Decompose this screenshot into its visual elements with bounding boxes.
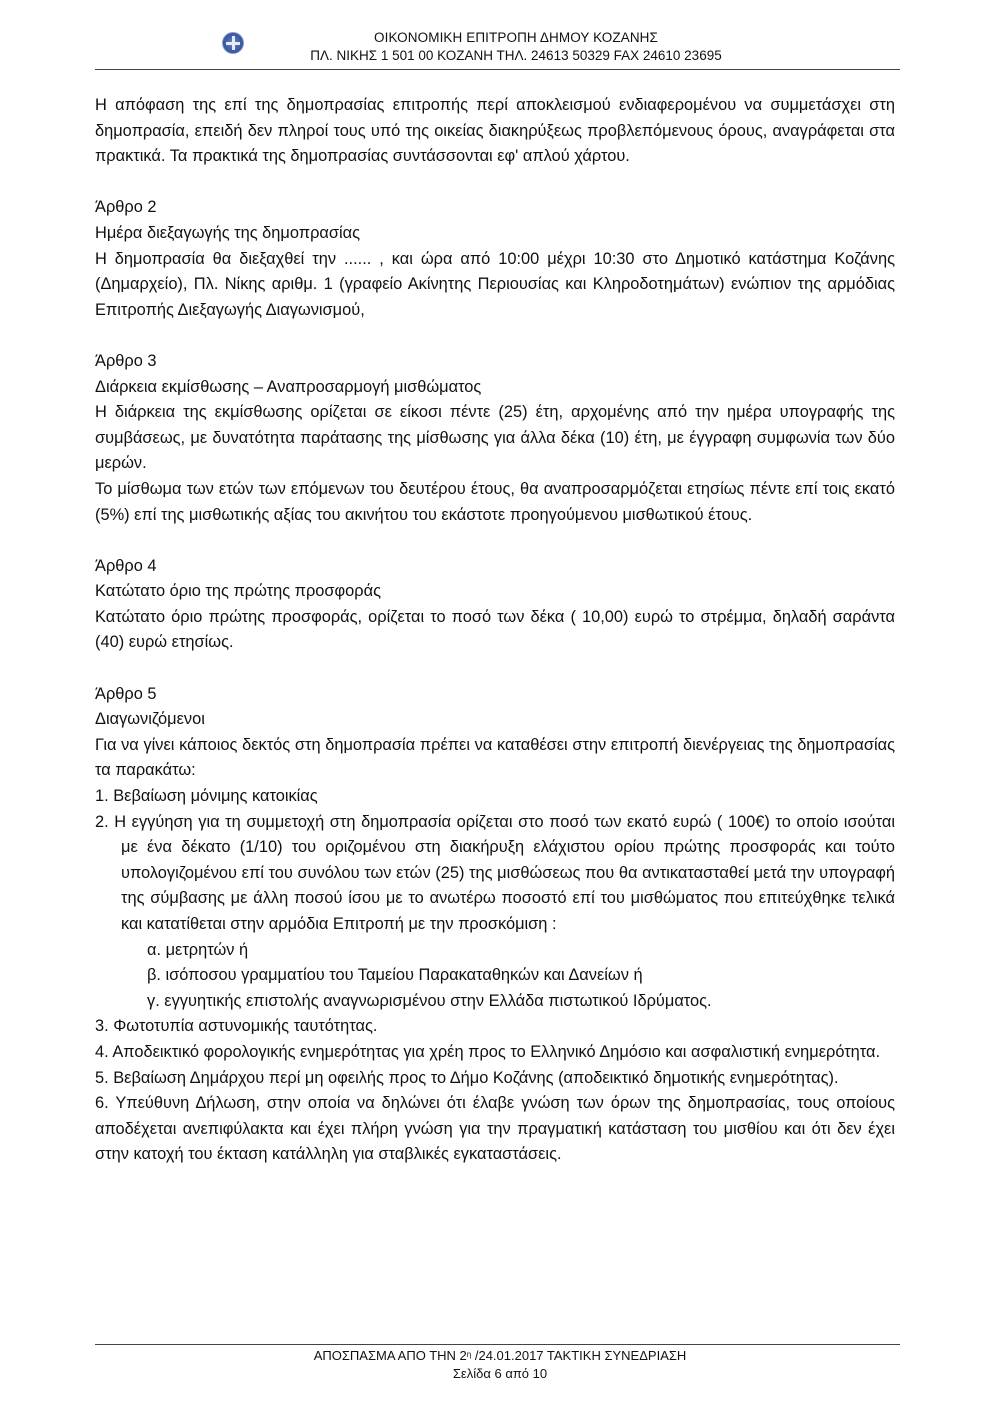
article-title: Κατώτατο όριο της πρώτης προσφοράς	[95, 582, 381, 601]
article-5	[95, 682, 895, 1168]
list-item: 1. Βεβαίωση μόνιμης κατοικίας	[95, 787, 318, 806]
article-3	[95, 349, 895, 528]
article-title: Διαγωνιζόμενοι	[95, 710, 205, 729]
footer-extract	[0, 1347, 1000, 1365]
page-header	[0, 26, 1000, 70]
article-heading: Άρθρο 5	[95, 684, 157, 703]
article-heading: Άρθρο 2	[95, 198, 157, 217]
list-item: 4. Αποδεικτικό φορολογικής ενημερότητας για χρέη προς το Ελληνικό Δημόσιο και ασφαλιστική ενημερότητα.	[95, 1042, 881, 1061]
article-heading: Άρθρο 4	[95, 556, 157, 575]
header-organization: ΟΙΚΟΝΟΜΙΚΗ ΕΠΙΤΡΟΠΗ ΔΗΜΟΥ ΚΟΖΑΝΗΣ	[374, 30, 658, 45]
header-address: ΠΛ. ΝΙΚΗΣ 1 501 00 ΚΟΖΑΝΗ ΤΗΛ. 24613 50329 FAX 24610 23695	[310, 48, 722, 63]
intro-paragraph: Η απόφαση της επί της δημοπρασίας επιτροπής περί αποκλεισμού ενδιαφερομένου να συμμετάσχει στη δημοπρασία, επειδή δεν πληροί τους υπό της οικείας διακηρύξεως προβλεπόμενους όρους, αναγράφεται στα πρακτικά. Τα πρακτικά της δημοπρασίας συντάσσονται εφ' απλού χάρτου.	[95, 96, 895, 166]
article-paragraph: Η δημοπρασία θα διεξαχθεί την ...... , και ώρα από 10:00 μέχρι 10:30 στο Δημοτικό κατάστημα Κοζάνης (Δημαρχείο), Πλ. Νίκης αριθμ. 1 (γραφείο Ακίνητης Περιουσίας και Κληροδοτημάτων) ενώπιον της αρμόδιας Επιτροπής Διεξαγωγής Διαγωνισμού,	[95, 249, 895, 319]
sub-list-item: β. ισόποσου γραμματίου του Ταμείου Παρακαταθηκών και Δανείων ή	[147, 966, 643, 985]
article-title: Ημέρα διεξαγωγής της δημοπρασίας	[95, 223, 360, 242]
article-title: Διάρκεια εκμίσθωσης – Αναπροσαρμογή μισθώματος	[95, 377, 482, 396]
footer-extract-sup: η	[466, 1350, 472, 1359]
article-heading: Άρθρο 3	[95, 351, 157, 370]
document-body	[95, 93, 895, 1168]
article-paragraph: Η διάρκεια της εκμίσθωσης ορίζεται σε είκοσι πέντε (25) έτη, αρχομένης από την ημέρα υπογραφής της συμβάσεως, με δυνατότητα παράτασης της μίσθωσης για άλλα δέκα (10) έτη, με έγγραφη συμφωνία των δύο μερών.	[95, 403, 895, 473]
list-item: 2. Η εγγύηση για τη συμμετοχή στη δημοπρασία ορίζεται στο ποσό των εκατό ευρώ ( 100€) το οποίο ισούται με ένα δέκατο (1/10) του οριζομένου στη διακήρυξη ελάχιστου ορίου πρώτης προσφοράς και τούτο υπολογιζομένου επί του συνόλου των ετών (25) της μισθώσεως που θα αντικατασταθεί μετά την υπογραφή της σύμβασης με άλλη ποσού ίσου με το ανωτέρω ποσοστό επί του μισθώματος που επιτεύχθηκε τελικά και κατατίθεται στην αρμόδια Επιτροπή με την προσκόμιση :	[95, 812, 895, 933]
page-number: Σελίδα 6 από 10	[452, 1366, 548, 1381]
article-2	[95, 195, 895, 323]
article-4	[95, 554, 895, 656]
article-paragraph: Το μίσθωμα των ετών των επόμενων του δευτέρου έτους, θα αναπροσαρμόζεται ετησίως πέντε επί τοις εκατό (5%) επί της μισθωτικής αξίας του ακινήτου του εκάστοτε προηγούμενου μισθωτικού έτους.	[95, 479, 895, 524]
footer-extract-prefix: ΑΠΟΣΠΑΣΜΑ ΑΠΟ ΤΗΝ 2	[313, 1348, 467, 1363]
header-divider	[95, 69, 900, 70]
sub-list-item: α. μετρητών ή	[147, 940, 249, 959]
page-footer	[0, 1347, 1000, 1383]
sub-list-item: γ. εγγυητικής επιστολής αναγνωρισμένου στην Ελλάδα πιστωτικού Ιδρύματος.	[147, 991, 712, 1010]
list-item: 5. Βεβαίωση Δημάρχου περί μη οφειλής προς το Δήμο Κοζάνης (αποδεικτικό δημοτικής ενημερότητας).	[95, 1068, 839, 1087]
footer-divider	[95, 1344, 900, 1345]
list-item: 3. Φωτοτυπία αστυνομικής ταυτότητας.	[95, 1017, 378, 1036]
article-paragraph: Για να γίνει κάποιος δεκτός στη δημοπρασία πρέπει να καταθέσει στην επιτροπή διενέργειας της δημοπρασίας τα παρακάτω:	[95, 735, 895, 780]
article-paragraph: Κατώτατο όριο πρώτης προσφοράς, ορίζεται το ποσό των δέκα ( 10,00) ευρώ το στρέμμα, δηλαδή σαράντα (40) ευρώ ετησίως.	[95, 607, 895, 652]
list-item: 6. Υπεύθυνη Δήλωση, στην οποία να δηλώνει ότι έλαβε γνώση των όρων της δημοπρασίας, τους οποίους αποδέχεται ανεπιφύλακτα και έχει πλήρη γνώση για την πραγματική κατάσταση του μισθίου και ότι δεν έχει στην κατοχή του έκταση κατάλληλη για σταβλικές εγκαταστάσεις.	[95, 1094, 895, 1164]
footer-extract-suffix: /24.01.2017 ΤΑΚΤΙΚΗ ΣΥΝΕΔΡΙΑΣΗ	[471, 1348, 687, 1363]
